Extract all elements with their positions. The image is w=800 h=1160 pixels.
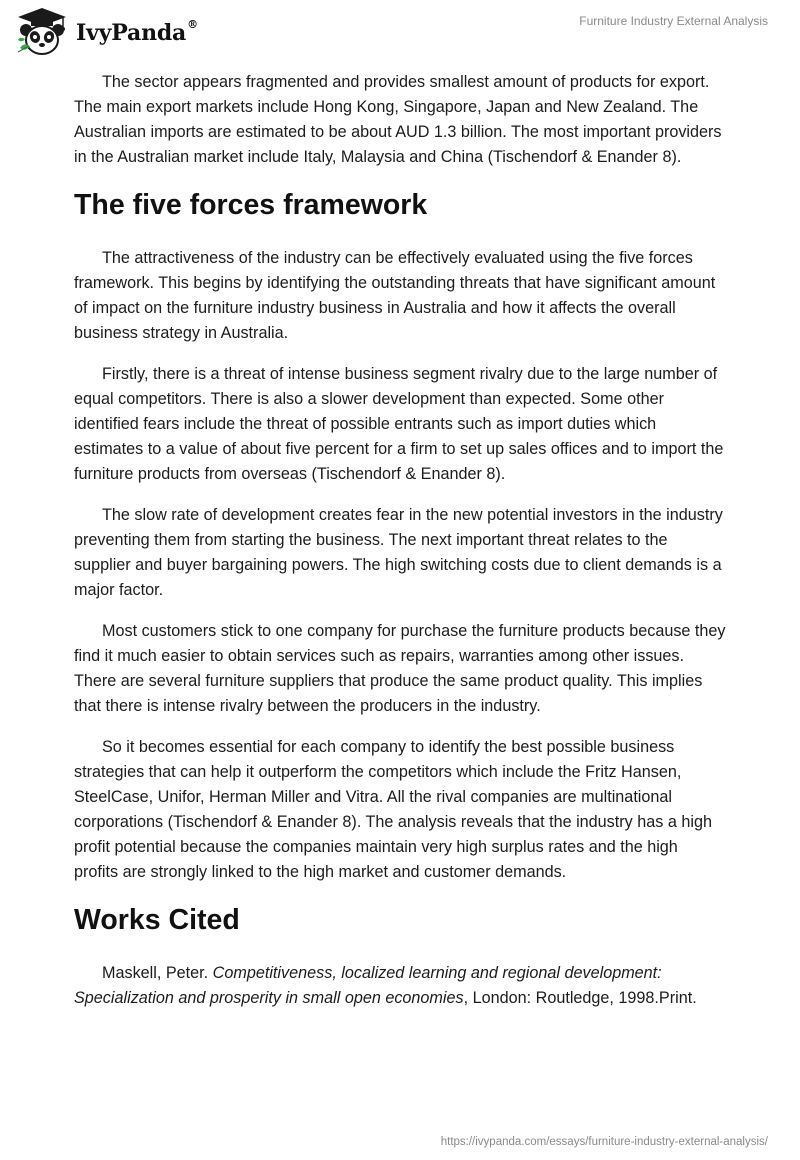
citation-author: Maskell, Peter. — [102, 964, 213, 982]
body-paragraph: The attractiveness of the industry can be effectively evaluated using the five forces framework. This begins by identifying the outstanding threats that have significant amount of impact on the furniture industry business in Australia and how it affects the overall business strategy in Australia. — [74, 249, 716, 342]
logo-wordmark: IvyPanda® — [76, 18, 198, 46]
body-paragraph: So it becomes essential for each company to identify the best possible business strategies that can help it outperform the competitors which include the Fritz Hansen, SteelCase, Unifor, Herman Miller and Vitra. All the rival companies are multinational corporations (Tischendorf & Enander 8). The analysis reveals that the industry has a high profit potential because the companies maintain very high surplus rates and the high profits are strongly linked to the high market and customer demands. — [74, 738, 712, 881]
citation-entry — [74, 961, 726, 1011]
page-header — [0, 0, 800, 62]
citation-publication: , London: Routledge, 1998.Print. — [463, 989, 697, 1007]
body-paragraph: The slow rate of development creates fear in the new potential investors in the industry preventing them from starting the business. The next important threat relates to the supplier and buyer bargaining powers. The high switching costs due to client demands is a major factor. — [74, 506, 723, 599]
works-cited-heading: Works Cited — [74, 904, 240, 936]
body-paragraph: Firstly, there is a threat of intense business segment rivalry due to the large number of equal competitors. There is also a slower development than expected. Some other identified fears include the threat of possible entrants such as import duties which estimates to a value of about five percent for a firm to set up sales offices and to import the furniture products from overseas (Tischendorf & Enander 8). — [74, 365, 724, 483]
ivypanda-logo[interactable] — [14, 6, 198, 58]
body-paragraph: Most customers stick to one company for purchase the furniture products because they find it much easier to obtain services such as repairs, warranties among other issues. There are several furniture suppliers that produce the same product quality. This implies that there is intense rivalry between the producers in the industry. — [74, 622, 726, 715]
registered-mark: ® — [187, 18, 198, 31]
document-title: Furniture Industry External Analysis — [579, 14, 768, 28]
panda-graduate-icon — [14, 6, 70, 58]
citation-title: Competitiveness, localized learning and regional development: Specialization and prosperity in small open economies — [74, 964, 662, 1007]
source-url[interactable]: https://ivypanda.com/essays/furniture-industry-external-analysis/ — [440, 1136, 768, 1148]
section-heading: The five forces framework — [74, 189, 428, 221]
intro-paragraph: The sector appears fragmented and provides smallest amount of products for export. The main export markets include Hong Kong, Singapore, Japan and New Zealand. The Australian imports are estimated to be about AUD 1.3 billion. The most important providers in the Australian market include Italy, Malaysia and China (Tischendorf & Enander 8). — [74, 73, 722, 166]
essay-content — [74, 70, 726, 1027]
